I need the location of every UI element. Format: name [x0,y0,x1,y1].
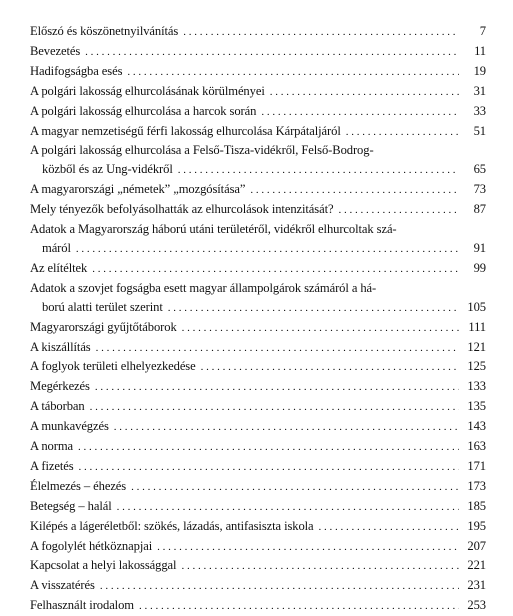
toc-leader-dots [79,458,459,477]
toc-entry-page: 31 [473,83,486,98]
toc-entry[interactable] [30,556,486,576]
toc-entry[interactable] [30,42,486,62]
toc-leader-dots [85,43,459,62]
toc-entry-page: 135 [467,399,486,414]
toc-leader-dots [114,418,459,437]
toc-leader-dots [183,23,459,42]
toc-entry[interactable] [30,477,486,497]
toc-entry[interactable] [30,220,486,259]
toc-entry-title: Kilépés a lágeréletből: szökés, lázadás, antifasiszta iskola [30,518,314,533]
toc-entry[interactable] [30,397,486,417]
toc-entry-page: 163 [467,439,486,454]
toc-leader-dots [157,538,459,557]
toc-entry[interactable] [30,437,486,457]
toc-leader-dots [90,398,459,417]
toc-entry-page: 99 [473,260,486,275]
toc-entry-title: Hadifogságba esés [30,63,123,78]
toc-entry-page: 7 [479,24,486,38]
toc-entry[interactable] [30,517,486,537]
toc-entry-title: Betegség – halál [30,498,112,513]
toc-leader-dots [78,438,459,457]
toc-entry-page: 91 [473,240,486,255]
toc-entry-title: A norma [30,439,74,454]
toc-leader-dots [270,83,459,102]
toc-entry[interactable] [30,259,486,279]
toc-leader-dots [139,597,459,616]
toc-entry-title: A fizetés [30,458,74,473]
toc-leader-dots [168,299,459,318]
toc-entry-page: 19 [473,63,486,78]
toc-entry[interactable] [30,377,486,397]
toc-entry[interactable] [30,82,486,102]
toc-entry[interactable] [30,122,486,142]
toc-entry[interactable] [30,457,486,477]
toc-entry[interactable] [30,417,486,437]
toc-entry-title: Előszó és köszönetnyilvánítás [30,24,179,38]
toc-entry[interactable] [30,338,486,358]
toc-leader-dots [346,123,459,142]
toc-leader-dots [261,103,459,122]
toc-entry[interactable] [30,141,486,180]
toc-entry-page: 105 [467,299,486,314]
toc-entry-title: A kiszállítás [30,339,91,354]
toc-leader-dots [201,358,459,377]
toc-entry[interactable] [30,102,486,122]
toc-leader-dots [181,557,459,576]
toc-entry-page: 87 [473,202,486,217]
toc-entry[interactable] [30,497,486,517]
toc-entry-page: 121 [467,339,486,354]
toc-entry-title: A munkavégzés [30,419,109,434]
table-of-contents [30,22,486,616]
toc-leader-dots [178,161,459,180]
toc-entry-title: A magyarországi „németek” „mozgósítása” [30,182,246,197]
toc-entry-title-continued: máról [42,240,71,255]
toc-leader-dots [96,339,459,358]
toc-entry-page: 231 [467,578,486,593]
toc-leader-dots [182,319,459,338]
toc-leader-dots [100,577,459,596]
toc-entry-page: 221 [467,558,486,573]
toc-entry-title: Megérkezés [30,379,90,394]
toc-entry[interactable] [30,357,486,377]
toc-entry-page: 73 [473,182,486,197]
toc-entry-page: 33 [473,103,486,118]
toc-entry[interactable] [30,279,486,318]
toc-leader-dots [95,378,459,397]
toc-entry-title: A magyar nemzetiségű férfi lakosság elhurcolása Kárpátaljáról [30,123,341,138]
toc-entry[interactable] [30,596,486,616]
toc-entry-page: 111 [468,319,486,334]
toc-leader-dots [338,201,459,220]
toc-leader-dots [250,181,459,200]
toc-entry-title: Kapcsolat a helyi lakossággal [30,558,177,573]
toc-entry-title: Magyarországi gyűjtőtáborok [30,319,177,334]
toc-entry-page: 207 [467,538,486,553]
toc-entry-page: 195 [467,518,486,533]
toc-entry-page: 185 [467,498,486,513]
toc-entry-title: A polgári lakosság elhurcolása a harcok során [30,103,257,118]
toc-entry-title: A fogolylét hétköznapjai [30,538,153,553]
toc-leader-dots [131,478,459,497]
toc-entry-title: A visszatérés [30,578,95,593]
toc-entry-title: A polgári lakosság elhurcolása a Felső-Tisza-vidékről, Felső-Bodrog- [30,143,374,158]
toc-entry[interactable] [30,537,486,557]
toc-entry-page: 133 [467,379,486,394]
toc-entry-title: Felhasznált irodalom [30,598,134,613]
toc-entry-page: 125 [467,359,486,374]
toc-entry-page: 253 [467,598,486,613]
toc-entry-page: 143 [467,419,486,434]
toc-entry-page: 65 [473,162,486,177]
toc-entry-title: Adatok a Magyarország háború utáni területéről, vidékről elhurcoltak szá- [30,222,397,237]
toc-leader-dots [76,240,459,259]
toc-entry-title: A táborban [30,399,85,414]
toc-entry-title: Bevezetés [30,43,81,58]
toc-entry[interactable] [30,22,486,42]
toc-entry-title: Adatok a szovjet fogságba esett magyar állampolgárok számáról a há- [30,280,377,295]
toc-entry-page: 171 [467,458,486,473]
toc-leader-dots [117,498,459,517]
toc-leader-dots [127,63,459,82]
toc-leader-dots [319,518,459,537]
toc-leader-dots [92,260,459,279]
toc-entry-title: A foglyok területi elhelyezkedése [30,359,196,374]
toc-entry-title-continued: ború alatti terület szerint [42,299,163,314]
toc-entry-page: 51 [473,123,486,138]
toc-entry-title: Mely tényezők befolyásolhatták az elhurcolások intenzitását? [30,202,334,217]
toc-entry-title: Az elítéltek [30,260,88,275]
toc-entry-title: A polgári lakosság elhurcolásának körülményei [30,83,265,98]
toc-entry[interactable] [30,576,486,596]
toc-entry[interactable] [30,200,486,220]
toc-entry[interactable] [30,180,486,200]
toc-entry-page: 11 [474,43,486,58]
toc-entry-page: 173 [467,478,486,493]
toc-entry-title-continued: közből és az Ung-vidékről [42,162,173,177]
toc-entry[interactable] [30,318,486,338]
toc-entry-title: Élelmezés – éhezés [30,478,127,493]
toc-entry[interactable] [30,62,486,82]
